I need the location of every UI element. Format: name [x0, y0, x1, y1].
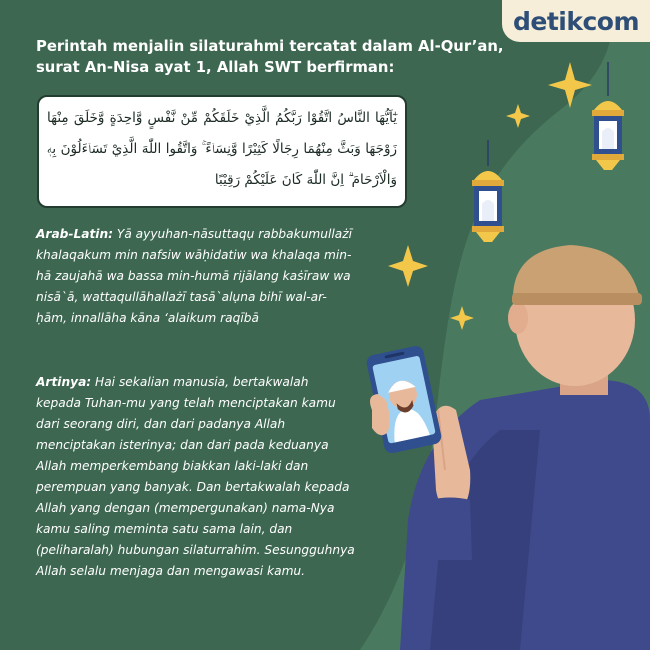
heading: Perintah menjalin silaturahmi tercatat dalam Al-Qur’an, surat An-Nisa ayat 1, Allah SWT berfirman: — [36, 38, 504, 76]
person-figure — [400, 245, 650, 650]
sparkle-icon — [548, 62, 592, 108]
logo-suffix: com — [582, 6, 640, 36]
meaning-text: Hai sekalian manusia, bertakwalah kepada Tuhan-mu yang telah menciptakan kamu dari seorang diri, dan dari padanya Allah menciptakan isterinya; dan dari pada keduanya Allah memperkembang biakkan laki-laki dan perempuan yang banyak. Dan bertakwalah kepada Allah yang dengan (mempergunakan) nama-Nya kamu saling meminta satu sama lain, dan (peliharalah) hubungan silaturrahim. Sesungguhnya Allah selalu menjaga dan mengawasi kamu. — [36, 375, 355, 578]
logo-brand: detik — [512, 6, 583, 36]
sparkle-icon — [506, 104, 530, 128]
sparkle-icon — [450, 306, 474, 330]
latin-label: Arab-Latin: — [36, 227, 113, 241]
sparkle-icon — [388, 245, 428, 287]
lantern-icon — [592, 62, 624, 170]
meaning-label: Artinya: — [36, 375, 92, 389]
latin-text: Yā ayyuhan-nāsuttaqụ rabbakumullażī khalaqakum min nafsiw wāḥidatiw wa khalaqa min-hā zaujahā wa bassa min-humā rijālang kaṡīraw wa nisā`ā, wattaqullāhallażī tasā`alụna bihī wal-ar-ḥām, innallāha kāna ‘alaikum raqībā — [36, 227, 353, 325]
verse-arabic: يٰٓاَيُّهَا النَّاسُ اتَّقُوْا رَبَّكُمُ الَّذِيْ خَلَقَكُمْ مِّنْ نَّفْسٍ وَّاحِدَةٍ وَّخَلَقَ مِنْهَا زَوْجَهَا وَبَثَّ مِنْهُمَا رِجَالًا كَثِيْرًا وَّنِسَاۤءً ۚ وَاتَّقُوا اللّٰهَ الَّذِيْ تَسَاۤءَلُوْنَ بِهٖ وَالْاَرْحَامَ ۗ اِنَّ اللّٰهَ كَانَ عَلَيْكُمْ رَقِيْبًا — [47, 110, 397, 188]
lantern-icon — [472, 140, 504, 242]
